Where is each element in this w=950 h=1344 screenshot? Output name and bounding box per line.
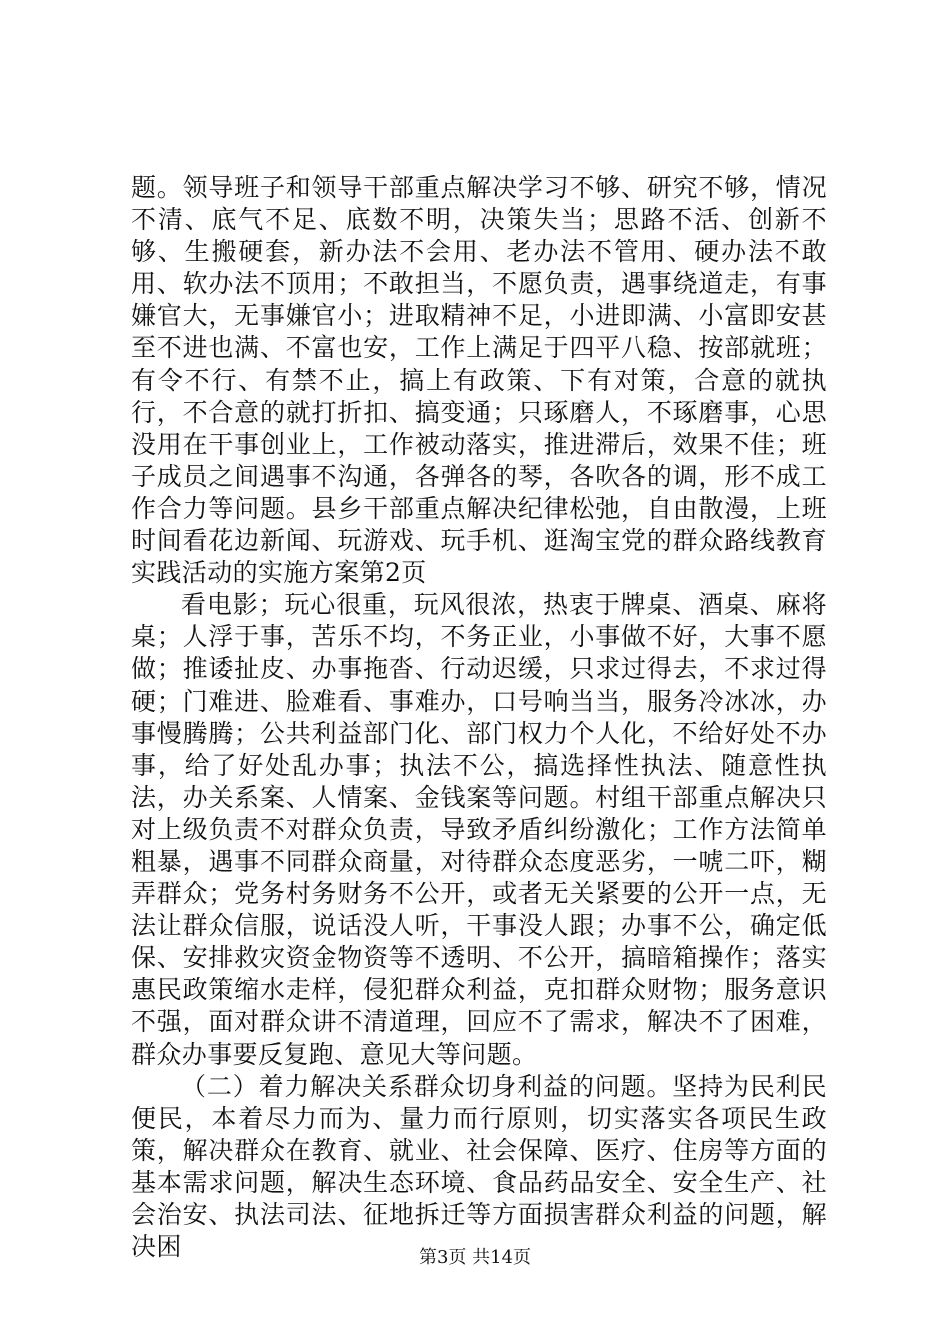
page-number: 第3页 共14页 (418, 1247, 532, 1268)
paragraph-1: 题。领导班子和领导干部重点解决学习不够、研究不够，情况不清、底气不足、底数不明，决策失当；思路不活、创新不够、生搬硬套，新办法不会用、老办法不管用、硬办法不敢用、软办法不顶用；不敢担当，不愿负责，遇事绕道走，有事嫌官大，无事嫌官小；进取精神不足，小进即满、小富即安甚至不进也满、不富也安，工作上满足于四平八稳、按部就班；有令不行、有禁不止，搞上有政策、下有对策，合意的就执行，不合意的就打折扣、搞变通；只琢磨人，不琢磨事，心思没用在干事创业上，工作被动落实，推进滞后，效果不佳；班子成员之间遇事不沟通，各弹各的琴，各吹各的调，形不成工作合力等问题。县乡干部重点解决纪律松弛，自由散漫，上班时间看花边新闻、玩游戏、玩手机、逛淘宝党的群众路线教育实践活动的实施方案第2页 (131, 173, 827, 588)
paragraph-3: （二）着力解决关系群众切身利益的问题。坚持为民利民便民，本着尽力而为、量力而行原则，切实落实各项民生政策，解决群众在教育、就业、社会保障、医疗、住房等方面的基本需求问题，解决生态环境、食品药品安全、安全生产、社会治安、执法司法、征地拆迁等方面损害群众利益的问题，解决困 (131, 1071, 827, 1262)
paragraph-2: 看电影；玩心很重，玩风很浓，热衷于牌桌、酒桌、麻将桌；人浮于事，苦乐不均，不务正业，小事做不好，大事不愿做；推诿扯皮、办事拖沓、行动迟缓，只求过得去，不求过得硬；门难进、脸难看、事难办，口号响当当，服务冷冰冰，办事慢腾腾；公共利益部门化、部门权力个人化，不给好处不办事，给了好处乱办事；执法不公，搞选择性执法、随意性执法，办关系案、人情案、金钱案等问题。村组干部重点解决只对上级负责不对群众负责，导致矛盾纠纷激化；工作方法简单粗暴，遇事不同群众商量，对待群众态度恶劣，一唬二吓，糊弄群众；党务村务财务不公开，或者无关紧要的公开一点，无法让群众信服，说话没人听，干事没人跟；办事不公，确定低保、安排救灾资金物资等不透明、不公开，搞暗箱操作；落实惠民政策缩水走样，侵犯群众利益，克扣群众财物；服务意识不强，面对群众讲不清道理，回应不了需求，解决不了困难，群众办事要反复跑、意见大等问题。 (131, 590, 827, 1069)
document-body (131, 172, 827, 1263)
